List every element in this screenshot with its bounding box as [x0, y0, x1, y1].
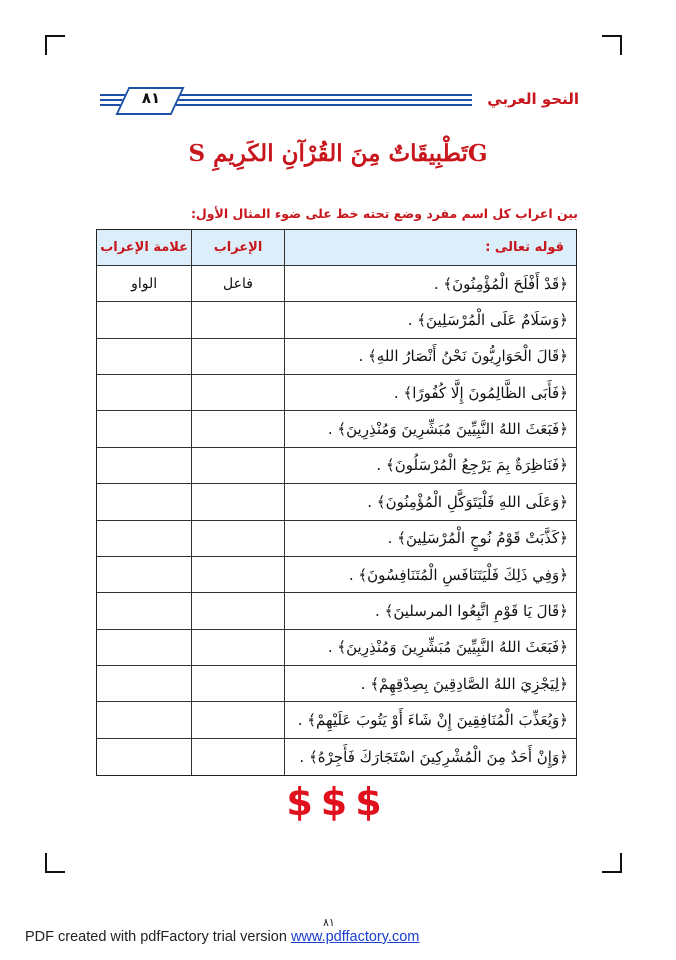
corner-mark-top-right [602, 35, 622, 55]
irab-cell[interactable] [191, 375, 284, 411]
irab-cell[interactable] [191, 411, 284, 447]
verse-cell: ﴿وَسَلَامٌ عَلَى الْمُرْسَلِينَ﴾ . [284, 302, 576, 338]
irab-cell[interactable] [191, 593, 284, 629]
verse-cell: ﴿كَذَّبَتْ قَوْمُ نُوحٍ الْمُرْسَلِينَ﴾ . [284, 521, 576, 557]
alama-cell[interactable]: الواو [97, 266, 191, 302]
alama-cell[interactable] [97, 339, 191, 375]
verse-cell: ﴿وَإِنْ أَحَدٌ مِنَ الْمُشْرِكِينَ اسْتَجَارَكَ فَأَجِرْهُ﴾ . [284, 739, 576, 775]
verse-cell: ﴿فَنَاظِرَةٌ بِمَ يَرْجِعُ الْمُرْسَلُونَ﴾ . [284, 448, 576, 484]
footer-page-mark: ٨١ [323, 916, 335, 929]
header-verse: قوله تعالى : [284, 230, 576, 266]
alama-cell[interactable] [97, 593, 191, 629]
footer-text: PDF created with pdfFactory trial version [25, 929, 291, 945]
alama-cell[interactable] [97, 375, 191, 411]
corner-mark-top-left [45, 35, 65, 55]
irab-cell[interactable] [191, 666, 284, 702]
verse-cell: ﴿فَبَعَثَ اللهُ النَّبِيِّينَ مُبَشِّرِينَ وَمُنْذِرِينَ﴾ . [284, 630, 576, 666]
alama-cell[interactable] [97, 448, 191, 484]
alama-cell[interactable] [97, 411, 191, 447]
book-title: النحو العربي [487, 90, 579, 108]
alama-cell[interactable] [97, 521, 191, 557]
verse-cell: ﴿قَالَ الْحَوَارِيُّونَ نَحْنُ أَنْصَارُ اللهِ﴾ . [284, 339, 576, 375]
header-alama: علامة الإعراب [97, 230, 191, 266]
alama-cell[interactable] [97, 666, 191, 702]
page-number: ٨١ [141, 89, 161, 107]
corner-mark-bottom-left [45, 853, 65, 873]
alama-cell[interactable] [97, 484, 191, 520]
verse-cell: ﴿قَالَ يَا قَوْمِ اتَّبِعُوا المرسلينَ﴾ . [284, 593, 576, 629]
verse-cell: ﴿فَأَبَى الظَّالِمُونَ إِلَّا كُفُورًا﴾ . [284, 375, 576, 411]
irab-cell[interactable] [191, 302, 284, 338]
irab-cell[interactable] [191, 702, 284, 738]
alama-cell[interactable] [97, 557, 191, 593]
verse-cell: ﴿وَيُعَذِّبَ الْمُنَافِقِينَ إِنْ شَاءَ أَوْ يَتُوبَ عَلَيْهِمْ﴾ . [284, 702, 576, 738]
exercise-table [96, 229, 577, 776]
exercise-instruction: بين اعراب كل اسم مفرد وضع تحته خط على ضوء المثال الأول: [190, 206, 578, 221]
alama-cell[interactable] [97, 302, 191, 338]
verse-cell: ﴿وَعَلَى اللهِ فَلْيَتَوَكَّلِ الْمُؤْمِنُونَ﴾ . [284, 484, 576, 520]
pdf-footer [25, 929, 419, 945]
corner-mark-bottom-right [602, 853, 622, 873]
alama-cell[interactable] [97, 702, 191, 738]
irab-cell[interactable] [191, 339, 284, 375]
alama-cell[interactable] [97, 630, 191, 666]
page-title: Gتَطْبِيقَاتٌ مِنَ القُرْآنِ الكَرِيمِ S [188, 140, 488, 167]
irab-cell[interactable] [191, 557, 284, 593]
irab-cell[interactable] [191, 521, 284, 557]
verse-cell: ﴿وَفِي ذَلِكَ فَلْيَتَنَافَسِ الْمُتَنَافِسُونَ﴾ . [284, 557, 576, 593]
irab-cell[interactable] [191, 739, 284, 775]
irab-cell[interactable] [191, 448, 284, 484]
verse-cell: ﴿لِيَجْزِيَ اللهُ الصَّادِقِينَ بِصِدْقِهِمْ﴾ . [284, 666, 576, 702]
irab-cell[interactable] [191, 630, 284, 666]
irab-cell[interactable] [191, 484, 284, 520]
alama-cell[interactable] [97, 739, 191, 775]
decorative-dollar-signs: $$$ [286, 780, 390, 824]
irab-cell[interactable]: فاعل [191, 266, 284, 302]
header-irab: الإعراب [191, 230, 284, 266]
footer-link[interactable]: www.pdffactory.com [290, 929, 420, 945]
verse-cell: ﴿قَدْ أَفْلَحَ الْمُؤْمِنُونَ﴾ . [284, 266, 576, 302]
verse-cell: ﴿فَبَعَثَ اللهُ النَّبِيِّينَ مُبَشِّرِينَ وَمُنْذِرِينَ﴾ . [284, 411, 576, 447]
